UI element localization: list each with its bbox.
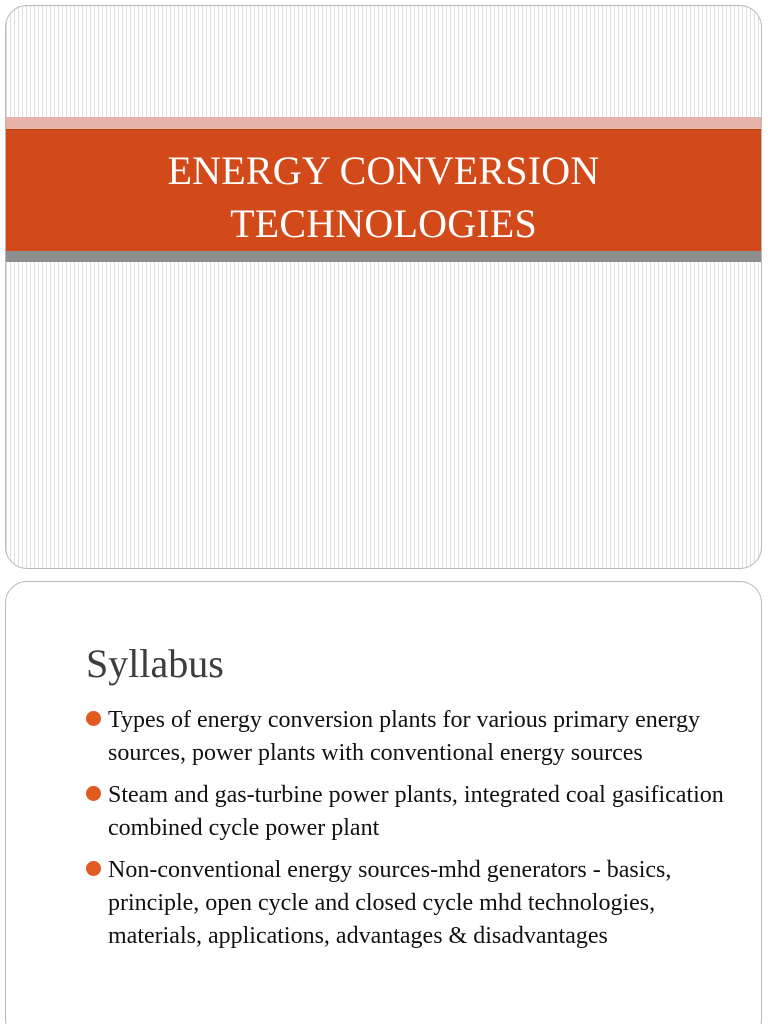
title-slide — [5, 5, 762, 569]
syllabus-bullet-item — [86, 854, 736, 953]
bullet-dot-icon — [86, 786, 101, 801]
syllabus-bullet-text: Non-conventional energy sources-mhd generators - basics, principle, open cycle and closed cycle mhd technologies, materials, applications, advantages & disadvantages — [108, 857, 672, 949]
syllabus-slide — [5, 581, 762, 1024]
title-band — [6, 129, 761, 251]
bullet-dot-icon — [86, 861, 101, 876]
bullet-dot-icon — [86, 711, 101, 726]
slide-title-line-1: ENERGY CONVERSION — [167, 148, 600, 193]
syllabus-bullet-item — [86, 779, 736, 845]
syllabus-bullet-text: Steam and gas-turbine power plants, integrated coal gasification combined cycle power plant — [108, 782, 724, 841]
title-band-top-stripe — [6, 117, 761, 129]
slide-title-line-2: TECHNOLOGIES — [230, 201, 537, 246]
syllabus-bullet-text: Types of energy conversion plants for various primary energy sources, power plants with conventional energy sources — [108, 707, 700, 766]
title-band-bottom-stripe — [6, 251, 761, 262]
syllabus-bullet-item — [86, 704, 736, 770]
slide-title — [6, 144, 761, 250]
syllabus-bullet-list — [86, 704, 736, 962]
syllabus-heading: Syllabus — [86, 641, 224, 686]
